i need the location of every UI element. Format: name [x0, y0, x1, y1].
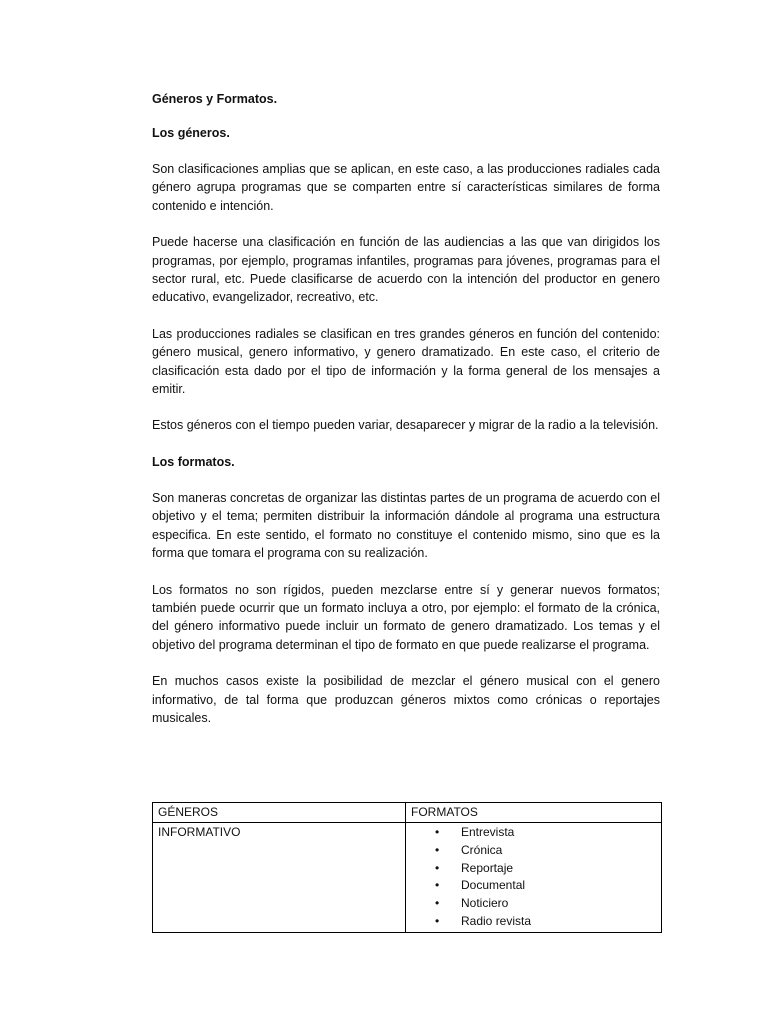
list-item	[411, 860, 656, 878]
section-heading-generos: Los géneros.	[152, 126, 230, 140]
list-item-label: Radio revista	[461, 913, 532, 928]
paragraph: En muchos casos existe la posibilidad de mezclar el género musical con el genero informativo, de tal forma que produzcan géneros mixtos como crónicas o reportajes musicales.	[152, 674, 660, 725]
paragraph: Las producciones radiales se clasifican en tres grandes géneros en función del contenido: género musical, genero informativo, y genero dramatizado. En este caso, el criterio de clasificación esta dado por el tipo de información y la forma general de los mensajes a emitir.	[152, 326, 660, 397]
list-item	[411, 824, 656, 842]
table-cell-formatos	[406, 823, 662, 933]
formats-list	[411, 824, 656, 931]
list-item-label: Reportaje	[461, 860, 514, 875]
list-item-label: Crónica	[461, 842, 503, 857]
section-heading-formatos: Los formatos.	[152, 454, 235, 469]
paragraph: Estos géneros con el tiempo pueden variar, desaparecer y migrar de la radio a la televisión.	[152, 418, 659, 433]
list-item	[411, 895, 656, 913]
document-title: Géneros y Formatos.	[152, 92, 278, 106]
bullet-icon: •	[435, 860, 440, 875]
list-item-label: Documental	[461, 878, 526, 893]
paragraph: Los formatos no son rígidos, pueden mezclarse entre sí y generar nuevos formatos; también puede ocurrir que un formato incluya a otro, por ejemplo: el formato de la crónica, del género informativo puede incluir un formato de genero dramatizado. Los temas y el objetivo del programa determinan el tipo de formato en que puede realizarse el programa.	[152, 582, 660, 652]
paragraph: Son maneras concretas de organizar las distintas partes de un programa de acuerdo con el objetivo y el tema; permiten distribuir la información dándole al programa una estructura especifica. En este sentido, el formato no constituye el contenido mismo, sino que es la forma que tomara el programa con su realización.	[152, 490, 660, 561]
paragraph: Son clasificaciones amplias que se aplican, en este caso, a las producciones radiales cada género agrupa programas que se comparten entre sí características similares de forma contenido e intención.	[152, 162, 660, 213]
list-item	[411, 913, 656, 931]
table-header-generos: GÉNEROS	[153, 803, 406, 823]
document-page	[152, 90, 660, 745]
table-header-formatos: FORMATOS	[406, 803, 662, 823]
list-item	[411, 842, 656, 860]
list-item-label: Entrevista	[461, 825, 515, 839]
list-item	[411, 877, 656, 895]
bullet-icon: •	[435, 878, 440, 893]
bullet-icon: •	[435, 913, 440, 928]
table-row	[153, 823, 662, 933]
paragraph: Puede hacerse una clasificación en función de las audiencias a las que van dirigidos los programas, por ejemplo, programas infantiles, programas para jóvenes, programas para el sector rural, etc. Puede clasificarse de acuerdo con la intención del productor en genero educativo, evangelizador, recreativo, etc.	[152, 235, 660, 305]
bullet-icon: •	[435, 896, 440, 911]
table-cell-genero: INFORMATIVO	[153, 823, 406, 933]
bullet-icon: •	[435, 825, 440, 839]
bullet-icon: •	[435, 842, 440, 857]
list-item-label: Noticiero	[461, 896, 509, 911]
genres-formats-table	[152, 802, 662, 933]
table-header-row	[153, 803, 662, 823]
